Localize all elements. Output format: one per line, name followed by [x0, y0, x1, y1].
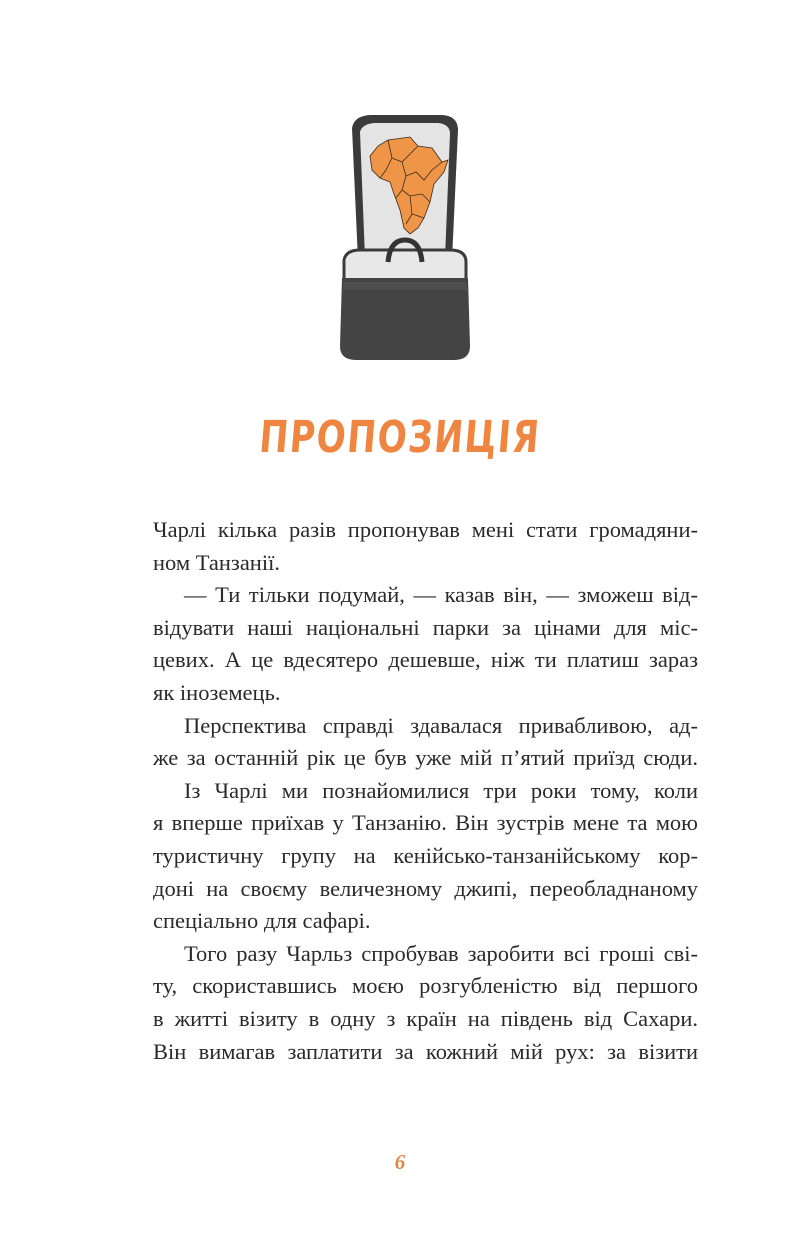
text-line: ту, скориставшись моєю розгубленістю від першого [153, 973, 698, 999]
text-line: я вперше приїхав у Танзанію. Він зустрів мене та мою [153, 810, 698, 836]
text-line: Із Чарлі ми познайомилися три роки тому, коли [184, 777, 698, 803]
text-line: Перспектива справді здавалася привабливою, ад- [184, 712, 698, 738]
text-line: — Ти тільки подумай, — казав він, — зможеш від- [184, 582, 698, 608]
text-line: спеціально для сафарі. [153, 908, 371, 934]
text-line: Чарлі кілька разів пропонував мені стати громадяни- [153, 517, 698, 542]
body-text [153, 514, 698, 1068]
text-line: Того разу Чарльз спробував заробити всі гроші сві- [184, 940, 698, 966]
ring-box-icon [330, 110, 480, 370]
text-line: в житті візиту в одну з країн на південь від Сахари. [153, 1005, 698, 1031]
text-line: як іноземець. [153, 679, 281, 705]
chapter-title-text: ПРОПОЗИЦІЯ [257, 412, 543, 463]
text-line: цевих. А це вдесятеро дешевше, ніж ти платиш зараз [153, 647, 698, 673]
text-line: відувати наші національні парки за цінами для міс- [153, 614, 698, 640]
page-number: 6 [394, 1150, 406, 1174]
text-line: же за останній рік це був уже мій п’ятий приїзд сюди. [153, 745, 698, 771]
text-line: туристичну групу на кенійсько-танзанійському кор- [153, 842, 698, 868]
text-line: доні на своєму величезному джипі, переобладнаному [153, 875, 698, 901]
text-line: ном Танзанії. [153, 549, 280, 575]
chapter-title [88, 412, 712, 463]
text-line: Він вимагав заплатити за кожний мій рух: за візити [153, 1038, 698, 1064]
ring-box-africa-illustration [330, 110, 480, 370]
